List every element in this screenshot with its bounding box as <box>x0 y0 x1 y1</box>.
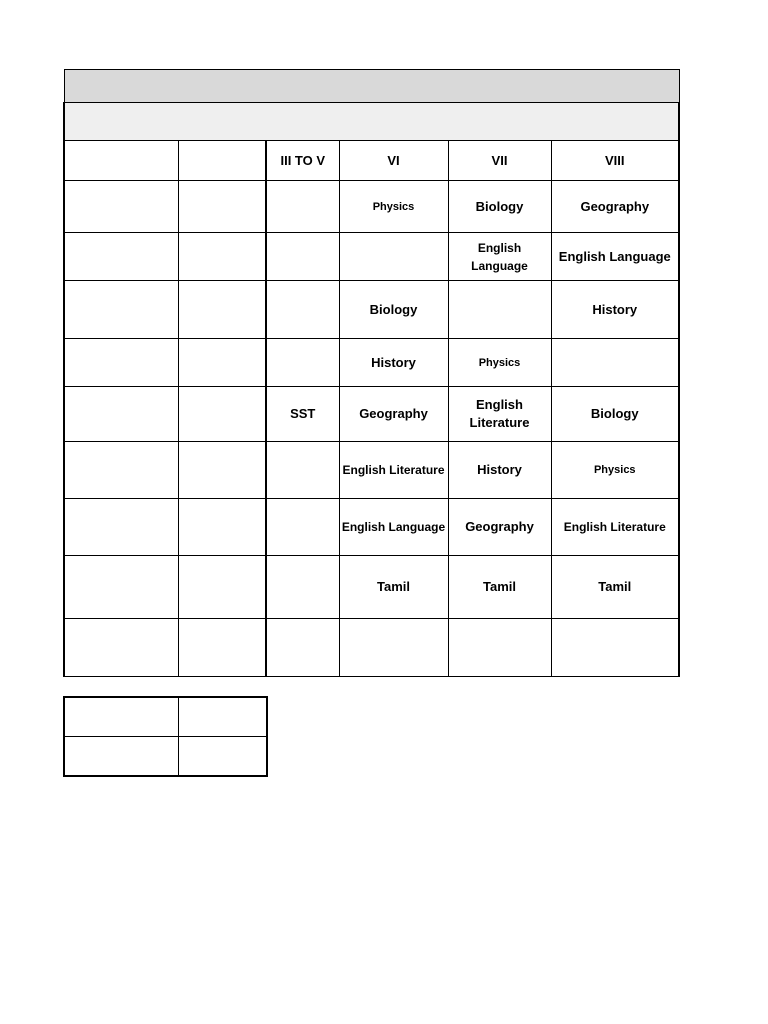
subject-cell <box>448 281 551 339</box>
signature-label-cell <box>64 697 178 737</box>
table-row <box>64 619 679 677</box>
table-row <box>64 556 679 619</box>
schedule-title <box>64 70 679 103</box>
subject-cell: Geography <box>551 181 679 233</box>
date-cell <box>64 619 178 677</box>
title-row <box>64 70 679 103</box>
subject-cell <box>266 442 339 499</box>
signature-value-cell <box>178 697 267 737</box>
subject-cell <box>266 556 339 619</box>
signature-table <box>63 696 268 777</box>
date-cell <box>64 281 178 339</box>
table-row <box>64 737 267 777</box>
subject-cell <box>266 619 339 677</box>
date-cell <box>64 181 178 233</box>
table-row <box>64 281 679 339</box>
day-cell <box>178 499 266 556</box>
table-row <box>64 697 267 737</box>
subject-cell: Geography <box>448 499 551 556</box>
signature-label-cell <box>64 737 178 777</box>
table-row <box>64 499 679 556</box>
header-grade-vi: VI <box>339 141 448 181</box>
table-row <box>64 442 679 499</box>
subject-cell: History <box>339 339 448 387</box>
subject-cell: Tamil <box>448 556 551 619</box>
day-cell <box>178 556 266 619</box>
subject-cell: English Literature <box>448 387 551 442</box>
header-grade-iii-to-v: III TO V <box>266 141 339 181</box>
day-cell <box>178 181 266 233</box>
subject-cell: English Literature <box>339 442 448 499</box>
header-grade-vii: VII <box>448 141 551 181</box>
signature-value-cell <box>178 737 267 777</box>
date-cell <box>64 442 178 499</box>
subject-cell: Tamil <box>551 556 679 619</box>
subject-cell: Physics <box>339 181 448 233</box>
table-row <box>64 339 679 387</box>
subtitle-row <box>64 103 679 141</box>
subject-cell: Physics <box>448 339 551 387</box>
header-grade-viii: VIII <box>551 141 679 181</box>
subject-cell <box>266 181 339 233</box>
table-row <box>64 233 679 281</box>
header-date <box>64 141 178 181</box>
subject-cell: English Literature <box>551 499 679 556</box>
subject-cell: Biology <box>448 181 551 233</box>
subject-cell: History <box>551 281 679 339</box>
subject-cell: Geography <box>339 387 448 442</box>
subject-cell <box>266 499 339 556</box>
table-row <box>64 181 679 233</box>
date-cell <box>64 499 178 556</box>
date-cell <box>64 387 178 442</box>
day-cell <box>178 442 266 499</box>
subject-cell: Tamil <box>339 556 448 619</box>
exam-schedule-table <box>63 69 680 677</box>
day-cell <box>178 339 266 387</box>
subject-cell: Biology <box>551 387 679 442</box>
subject-cell: Biology <box>339 281 448 339</box>
subject-cell: History <box>448 442 551 499</box>
day-cell <box>178 233 266 281</box>
subject-cell <box>266 281 339 339</box>
subject-cell <box>551 619 679 677</box>
day-cell <box>178 619 266 677</box>
date-cell <box>64 233 178 281</box>
subject-cell <box>551 339 679 387</box>
subject-cell <box>448 619 551 677</box>
subject-cell <box>339 233 448 281</box>
date-cell <box>64 556 178 619</box>
day-cell <box>178 387 266 442</box>
subject-cell <box>266 233 339 281</box>
subject-cell: Physics <box>551 442 679 499</box>
date-cell <box>64 339 178 387</box>
day-cell <box>178 281 266 339</box>
header-row <box>64 141 679 181</box>
subject-cell: English Language <box>448 233 551 281</box>
header-day <box>178 141 266 181</box>
subject-cell <box>339 619 448 677</box>
subject-cell <box>266 339 339 387</box>
subject-cell: English Language <box>551 233 679 281</box>
subject-cell: English Language <box>339 499 448 556</box>
subject-cell: SST <box>266 387 339 442</box>
table-row <box>64 387 679 442</box>
schedule-subtitle <box>64 103 679 141</box>
